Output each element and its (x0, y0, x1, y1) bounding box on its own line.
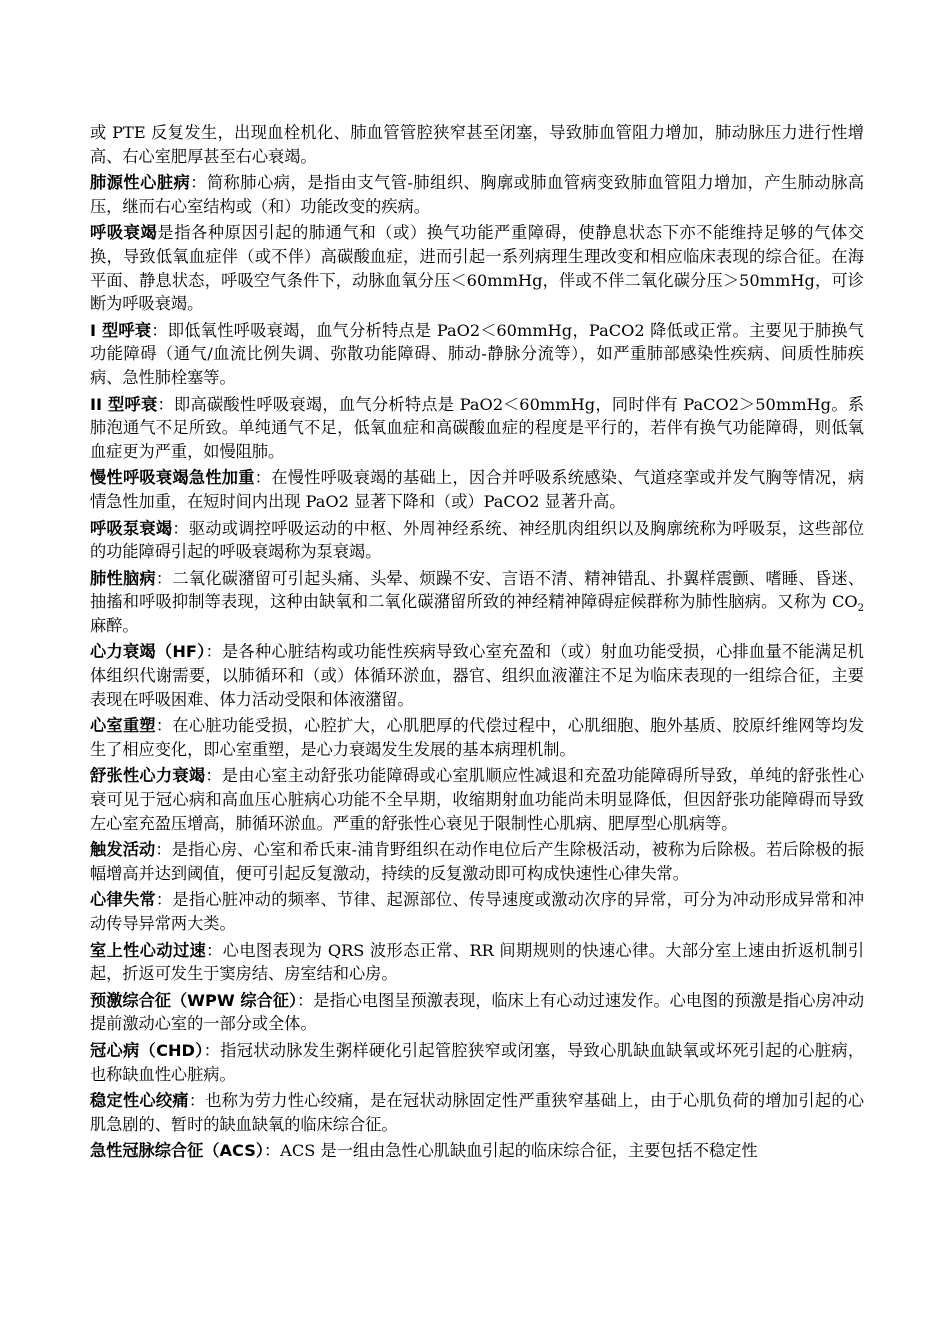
paragraph-acs (90, 1139, 864, 1163)
term-heading: 慢性呼吸衰竭急性加重 (90, 468, 255, 488)
term-heading: 心室重塑 (90, 716, 156, 736)
term-heading: 舒张性心力衰竭 (90, 766, 206, 786)
paragraph-text: ：在心脏功能受损，心腔扩大，心肌肥厚的代偿过程中，心肌细胞、胞外基质、胶原纤维网等均发生了相应变化，即心室重塑，是心力衰竭发生发展的基本病理机制。 (90, 716, 865, 759)
term-heading: 心力衰竭（HF） (90, 642, 206, 662)
subscript: 2 (857, 603, 864, 615)
paragraph-text: ：也称为劳力性心绞痛，是在冠状动脉固定性严重狭窄基础上，由于心肌负荷的增加引起的心肌急剧的、暂时的缺血缺氧的临床综合征。 (90, 1091, 865, 1134)
paragraph-type-1-failure (90, 319, 864, 390)
paragraph-text: ：简称肺心病，是指由支气管-肺组织、胸廓或肺血管病变致肺血管阻力增加，产生肺动脉高压，继而右心室结构或（和）功能改变的疾病。 (90, 173, 865, 216)
term-heading: 肺性脑病 (90, 568, 156, 588)
paragraph-text: ：ACS 是一组由急性心肌缺血引起的临床综合征，主要包括不稳定性 (263, 1141, 758, 1161)
paragraph-text: ：是指心房、心室和希氏束-浦肯野组织在动作电位后产生除极活动，被称为后除极。若后除极的振幅增高并达到阈值，便可引起反复激动，持续的反复激动即可构成快速性心律失常。 (90, 840, 865, 883)
paragraph-text: 是指各种原因引起的肺通气和（或）换气功能严重障碍，使静息状态下亦不能维持足够的气体交换，导致低氧血症伴（或不伴）高碳酸血症，进而引起一系列病理生理改变和相应临床表现的综合征。在海平面、静息状态，呼吸空气条件下，动脉血氧分压＜60mmHg，伴或不伴二氧化碳分压＞50mmHg，可诊断为呼吸衰竭。 (90, 223, 865, 314)
paragraph-cor-pulmonale (90, 171, 864, 218)
paragraph-text: ：在慢性呼吸衰竭的基础上，因合并呼吸系统感染、气道痉挛或并发气胸等情况，病情急性加重，在短时间内出现 PaO2 显著下降和（或）PaCO2 显著升高。 (90, 468, 865, 511)
paragraph-arrhythmia (90, 888, 864, 935)
paragraph-text: ：驱动或调控呼吸运动的中枢、外周神经系统、神经肌肉组织以及胸廓统称为呼吸泵，这些部位的功能障碍引起的呼吸衰竭称为泵衰竭。 (90, 518, 865, 562)
paragraph-diastolic-heart-failure (90, 764, 864, 835)
paragraph-text: ：二氧化碳潴留可引起头痛、头晕、烦躁不安、言语不清、精神错乱、扑翼样震颤、嗜睡、昏迷、抽搐和呼吸抑制等表现，这种由缺氧和二氧化碳潴留所致的神经精神障碍症候群称为肺性脑病。又称为 CO (90, 568, 865, 612)
paragraph-pump-failure (90, 517, 864, 564)
paragraph-wpw (90, 989, 864, 1036)
term-heading: 呼吸衰竭 (90, 223, 158, 243)
paragraph-pulmonary-encephalopathy (90, 567, 864, 638)
paragraph-text: ：即高碳酸性呼吸衰竭，血气分析特点是 PaO2＜60mmHg，同时伴有 PaCO2＞50mmHg。系肺泡通气不足所致。单纯通气不足，低氧血症和高碳酸血症的程度是平行的，若伴有换气功能障碍，则低氧血症更为严重，如慢阻肺。 (90, 394, 865, 461)
term-heading: 稳定性心绞痛 (90, 1091, 189, 1111)
term-heading: 心律失常 (90, 890, 156, 910)
paragraph-acute-on-chronic (90, 466, 864, 513)
term-heading: I 型呼衰 (90, 320, 152, 340)
document-body (90, 121, 864, 1166)
paragraph-text: ：是各种心脏结构或功能性疾病导致心室充盈和（或）射血功能受损，心排血量不能满足机体组织代谢需要，以肺循环和（或）体循环淤血，器官、组织血液灌注不足为临床表现的一组综合征，主要表现在呼吸困难、体力活动受限和体液潴留。 (90, 642, 864, 709)
paragraph-stable-angina (90, 1089, 864, 1136)
term-heading: 预激综合征（WPW 综合征） (90, 990, 298, 1010)
term-heading: 急性冠脉综合征（ACS） (90, 1141, 264, 1161)
paragraph-text: ：是指心脏冲动的频率、节律、起源部位、传导速度或激动次序的异常，可分为冲动形成异常和冲动传导异常两大类。 (90, 890, 865, 933)
term-heading: 呼吸泵衰竭 (90, 518, 173, 538)
paragraph-text-tail: 麻醉。 (90, 615, 139, 635)
paragraph-chd (90, 1039, 864, 1086)
paragraph-text: ：指冠状动脉发生粥样硬化引起管腔狭窄或闭塞，导致心肌缺血缺氧或坏死引起的心脏病，也称缺血性心脏病。 (90, 1040, 865, 1084)
term-heading: 肺源性心脏病 (90, 173, 191, 193)
paragraph-text: ：心电图表现为 QRS 波形态正常、RR 间期规则的快速心律。大部分室上速由折返机制引起，折返可发生于窦房结、房室结和心房。 (90, 940, 865, 984)
term-heading: II 型呼衰 (90, 394, 158, 414)
paragraph-type-2-failure (90, 393, 864, 464)
paragraph-text: ：是由心室主动舒张功能障碍或心室肌顺应性减退和充盈功能障碍所导致，单纯的舒张性心衰可见于冠心病和高血压心脏病心功能不全早期，收缩期射血功能尚未明显降低，但因舒张功能障碍而导致左心室充盈压增高，肺循环淤血。严重的舒张性心衰见于限制性心肌病、肥厚型心肌病等。 (90, 766, 865, 833)
paragraph-ventricular-remodeling (90, 714, 864, 761)
term-heading: 室上性心动过速 (90, 940, 207, 960)
term-heading: 冠心病（CHD） (90, 1040, 204, 1060)
paragraph-svt (90, 939, 864, 986)
paragraph-text: 或 PTE 反复发生，出现血栓机化、肺血管管腔狭窄甚至闭塞，导致肺血管阻力增加，肺动脉压力进行性增高、右心室肥厚甚至右心衰竭。 (90, 123, 864, 166)
term-heading: 触发活动 (90, 840, 156, 860)
paragraph-text: ：是指心电图呈预激表现，临床上有心动过速发作。心电图的预激是指心房冲动提前激动心室的一部分或全体。 (90, 990, 865, 1034)
paragraph-respiratory-failure (90, 221, 864, 315)
paragraph-heart-failure (90, 640, 864, 711)
paragraph-text: ：即低氧性呼吸衰竭，血气分析特点是 PaO2＜60mmHg，PaCO2 降低或正常。主要见于肺换气功能障碍（通气/血流比例失调、弥散功能障碍、肺动-静脉分流等），如严重肺部感染性疾病、间质性肺疾病、急性肺栓塞等。 (90, 320, 864, 387)
paragraph-triggered-activity (90, 838, 864, 885)
paragraph-pte-continuation (90, 121, 864, 168)
